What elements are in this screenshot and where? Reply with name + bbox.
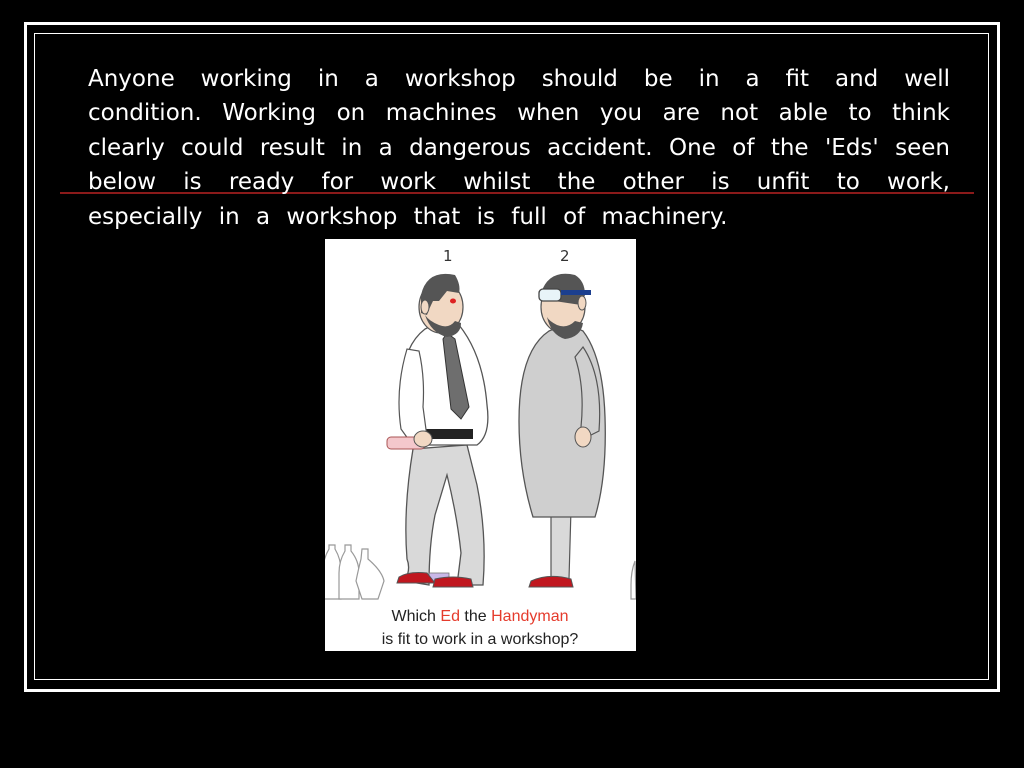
figure-number-2: 2	[560, 247, 570, 265]
ed-figure-1	[387, 274, 488, 587]
body-paragraph: Anyone working in a workshop should be in a fit and well condition. Working on machines when you are not able to think clearly could result in a dangerous accident. One of the 'Eds' seen below is ready for work whilst the other is unfit to work, especially in a workshop that is full of machinery.	[88, 66, 950, 230]
caption-line-1: Which Ed the Handyman	[391, 608, 569, 625]
ed-the-handyman-illustration	[325, 239, 636, 651]
figure-number-1: 1	[443, 247, 453, 265]
caption-line-2: is fit to work in a workshop?	[381, 631, 579, 648]
ed-figure-2	[519, 274, 605, 587]
bottles-icon	[325, 545, 384, 599]
